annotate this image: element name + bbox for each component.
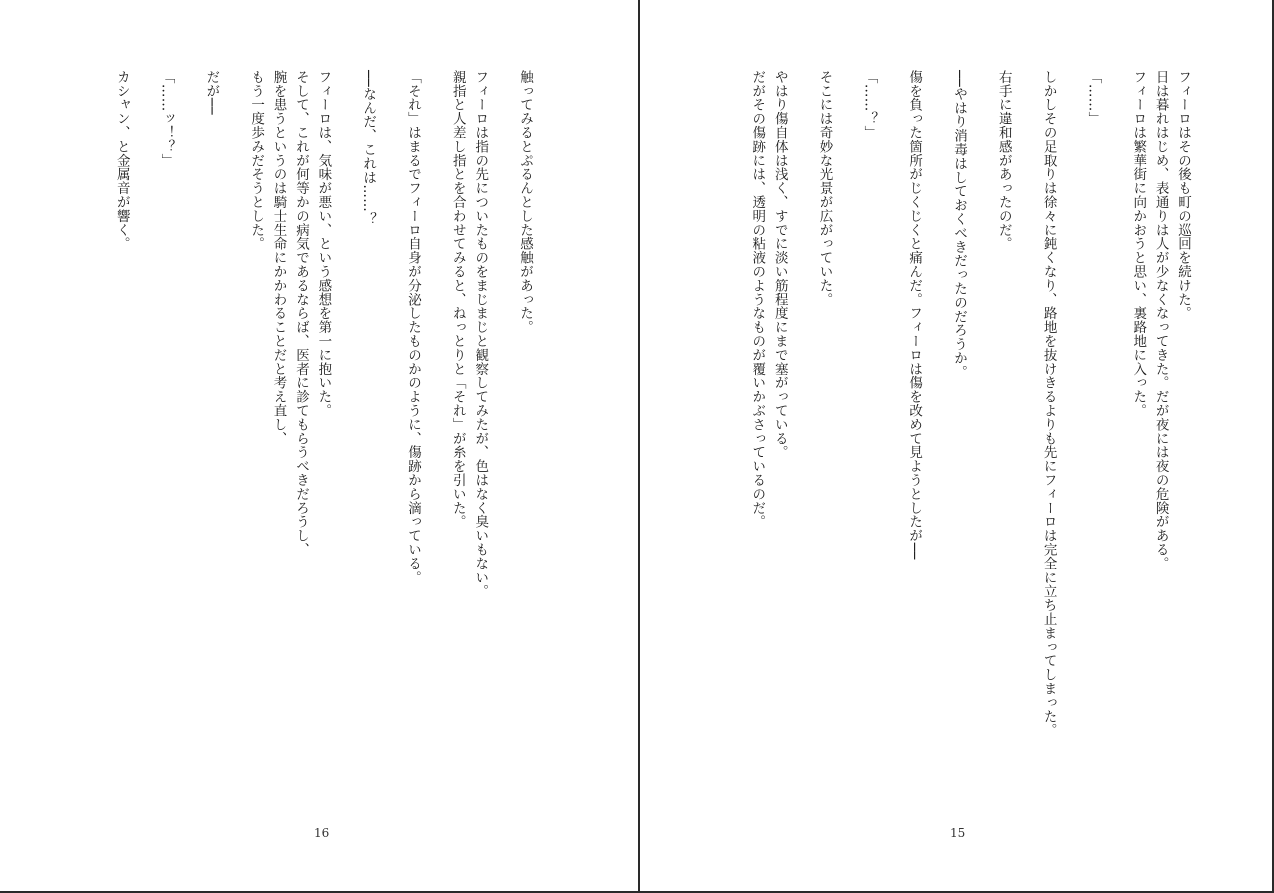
left-page-text — [96, 70, 536, 830]
blank-line — [791, 70, 813, 830]
blank-line — [970, 70, 992, 830]
blank-line — [222, 70, 244, 830]
text-line: 触ってみるとぷるんとした感触があった。 — [517, 70, 533, 335]
blank-line — [1060, 70, 1082, 830]
text-line: やはり傷自体は浅く、すでに淡い筋程度にまで塞がっている。 — [771, 70, 788, 460]
text-line: フィーロは指の先についたものをまじまじと観察してみたが、色はなく臭いもない。 — [472, 70, 489, 599]
text-line: ──なんだ、これは……？ — [360, 70, 377, 227]
text-line: 右手に違和感があったのだ。 — [995, 70, 1012, 251]
text-line: 「……」 — [1085, 70, 1102, 126]
text-line: フィーロは、気味が悪い、という感想を第一に抱いた。 — [315, 70, 332, 418]
right-page — [640, 0, 1274, 893]
text-line: カシャン、と金属音が響く。 — [113, 70, 130, 251]
text-line: 「それ」はまるでフィーロ自身が分泌したものかのように、傷跡から滴っている。 — [404, 70, 421, 585]
text-line: フィーロは繁華街に向かおうと思い、裏路地に入った。 — [1130, 70, 1147, 418]
left-page-number: 16 — [314, 826, 330, 840]
text-line: 腕を患うというのは騎士生命にかかわることだと考え直し、 — [270, 70, 287, 446]
blank-line — [491, 70, 513, 830]
text-line: だが── — [203, 70, 220, 115]
text-line: 「……ッ！？」 — [158, 70, 175, 168]
right-page-text — [732, 70, 1194, 830]
text-line: しかしその足取りは徐々に鈍くなり、路地を抜けきるよりも先にフィーロは完全に立ち止まってしまった。 — [1040, 70, 1057, 738]
text-line: もう一度歩みだそうとした。 — [248, 70, 265, 251]
blank-line — [925, 70, 947, 830]
text-line: 傷を負った箇所がじくじくと痛んだ。フィーロは傷を改めて見ようとしたが── — [906, 70, 923, 560]
blank-line — [880, 70, 902, 830]
blank-line — [1104, 70, 1126, 830]
text-line: そして、これが何等かの病気であるならば、医者に診てもらうべきだろうし、 — [292, 70, 309, 557]
blank-line — [178, 70, 200, 830]
blank-line — [836, 70, 858, 830]
text-line: ──やはり消毒はしておくべきだったのだろうか。 — [950, 70, 967, 379]
blank-line — [1015, 70, 1037, 830]
blank-line — [133, 70, 155, 830]
blank-line — [379, 70, 401, 830]
blank-line — [424, 70, 446, 830]
text-line: そこには奇妙な光景が広がっていた。 — [816, 70, 833, 307]
text-line: 「……？」 — [861, 70, 878, 140]
right-page-number: 15 — [950, 826, 966, 840]
text-line: フィーロはその後も町の巡回を続けた。 — [1175, 70, 1191, 321]
text-line: 日は暮れはじめ、表通りは人が少なくなってきた。だが夜には夜の危険がある。 — [1152, 70, 1169, 571]
blank-line — [334, 70, 356, 830]
text-line: だがその傷跡には、透明の粘液のようなものが覆いかぶさっているのだ。 — [749, 70, 766, 529]
text-line: 親指と人差し指とを合わせてみると、ねっとりと「それ」が糸を引いた。 — [449, 70, 466, 529]
